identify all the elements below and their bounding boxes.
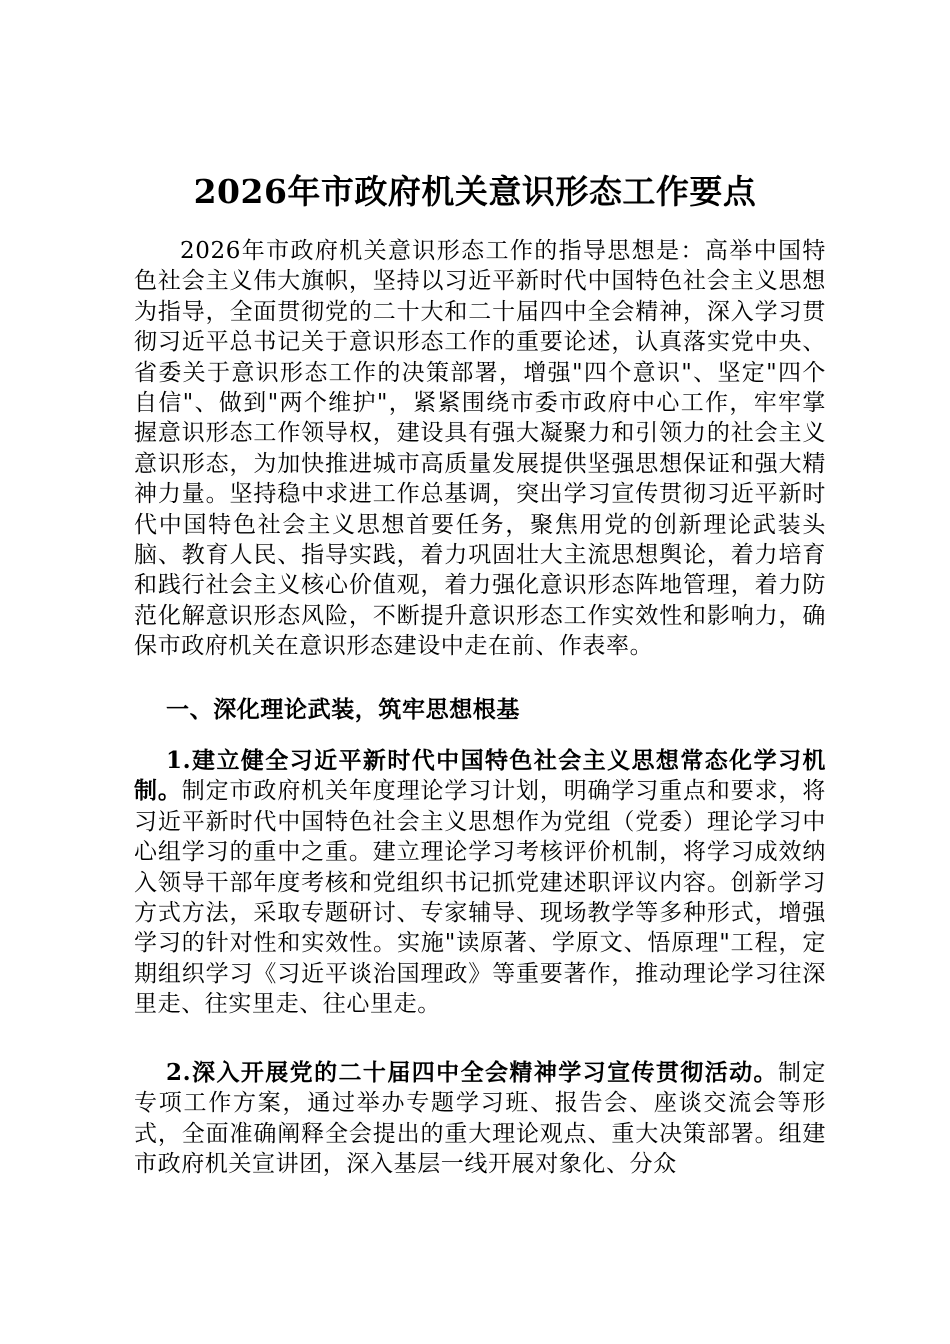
item-1-lead: 1.建立健全习近平新时代中国特色社会主义思想常态化学习机制。 xyxy=(134,747,826,805)
item-2-lead: 2.深入开展党的二十届四中全会精神学习宣传贯彻活动。 xyxy=(166,1059,778,1086)
section-heading-1: 一、深化理论武装，筑牢思想根基 xyxy=(166,696,520,723)
item-2-paragraph xyxy=(134,1058,826,1180)
item-1-body: 制定市政府机关年度理论学习计划，明确学习重点和要求，将习近平新时代中国特色社会主义思想作为党组（党委）理论学习中心组学习的重中之重。建立理论学习考核评价机制，将学习成效纳入领导干部年度考核和党组织书记抓党建述职评议内容。创新学习方式方法，采取专题研讨、专家辅导、现场教学等多种形式，增强学习的针对性和实效性。实施"读原著、学原文、悟原理"工程，定期组织学习《习近平谈治国理政》等重要著作，推动理论学习往深里走、往实里走、往心里走。 xyxy=(134,778,827,1018)
intro-paragraph: 2026年市政府机关意识形态工作的指导思想是：高举中国特色社会主义伟大旗帜，坚持以习近平新时代中国特色社会主义思想为指导，全面贯彻党的二十大和二十届四中全会精神，深入学习贯彻习近平总书记关于意识形态工作的重要论述，认真落实党中央、省委关于意识形态工作的决策部署，增强"四个意识"、坚定"四个自信"、做到"两个维护"，紧紧围绕市委市政府中心工作，牢牢掌握意识形态工作领导权，建设具有强大凝聚力和引领力的社会主义意识形态，为加快推进城市高质量发展提供坚强思想保证和强大精神力量。坚持稳中求进工作总基调，突出学习宣传贯彻习近平新时代中国特色社会主义思想首要任务，聚焦用党的创新理论武装头脑、教育人民、指导实践，着力巩固壮大主流思想舆论，着力培育和践行社会主义核心价值观，着力强化意识形态阵地管理，着力防范化解意识形态风险，不断提升意识形态工作实效性和影响力，确保市政府机关在意识形态建设中走在前、作表率。 xyxy=(134,238,826,660)
item-2-body: 制定专项工作方案，通过举办专题学习班、报告会、座谈交流会等形式，全面准确阐释全会提出的重大理论观点、重大决策部署。组建市政府机关宣讲团，深入基层一线开展对象化、分众 xyxy=(134,1060,826,1178)
document-title: 2026年市政府机关意识形态工作要点 xyxy=(193,172,757,211)
item-1-paragraph xyxy=(134,746,826,1020)
